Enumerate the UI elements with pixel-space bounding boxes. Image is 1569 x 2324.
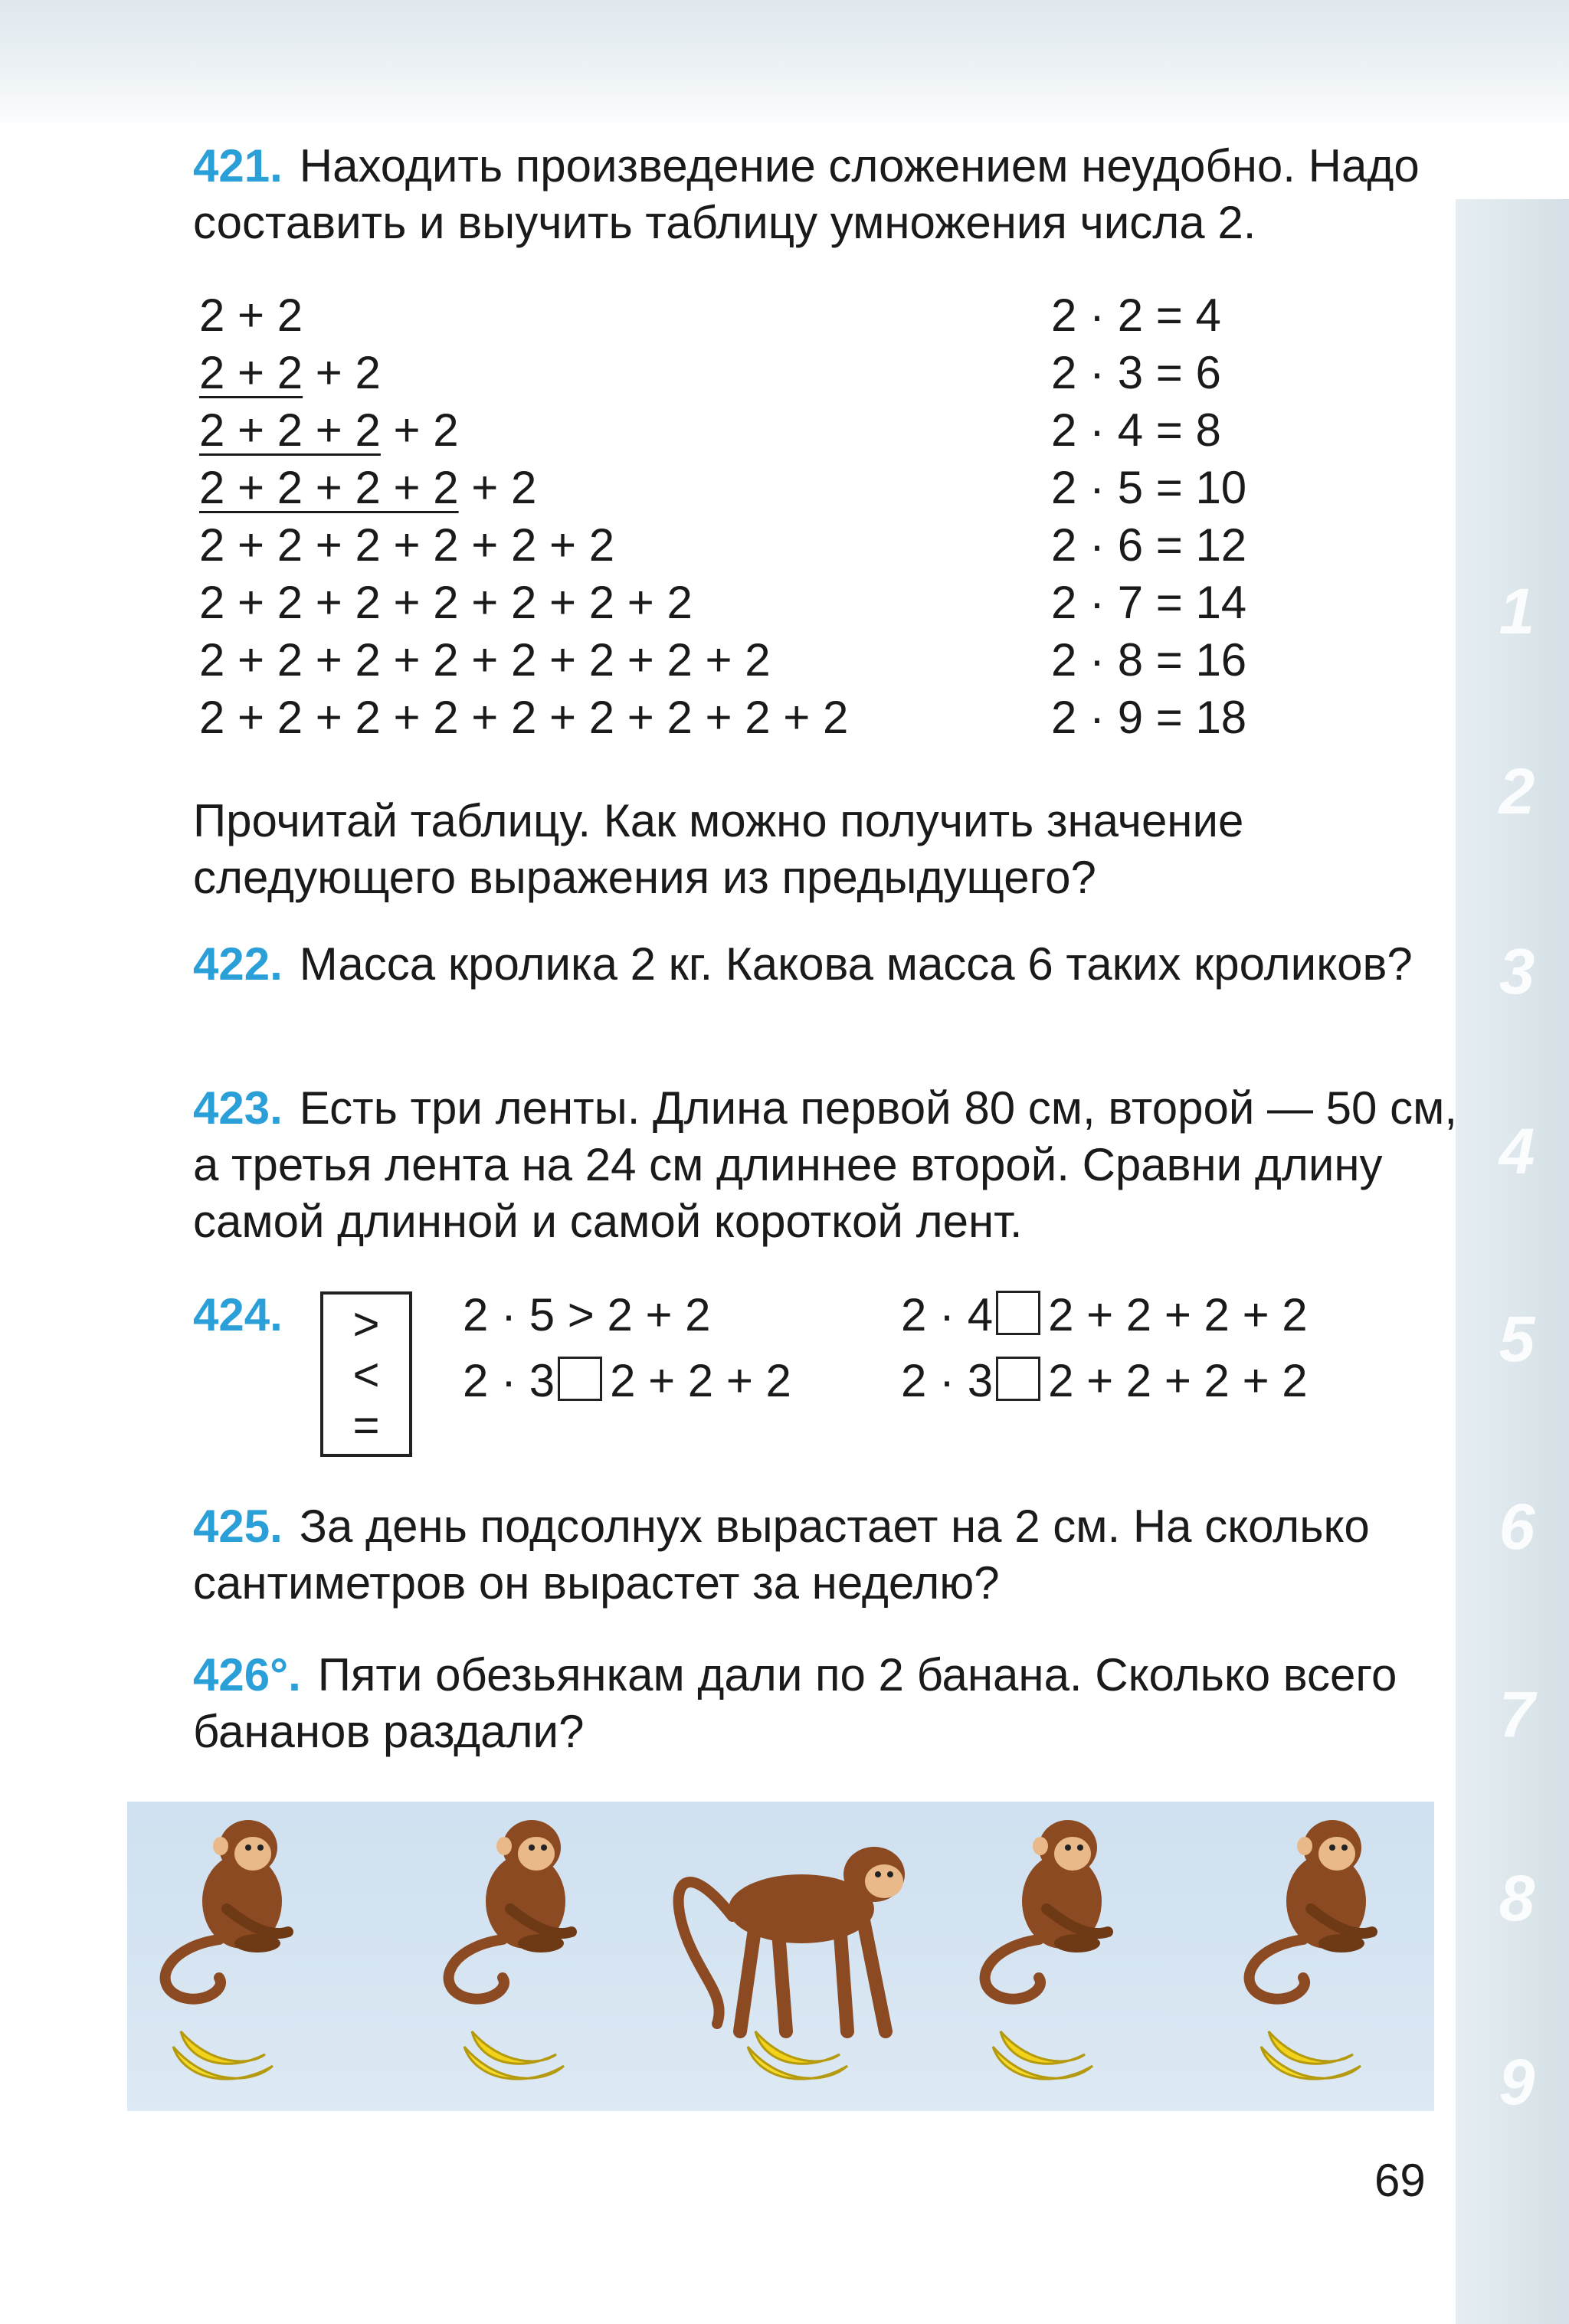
comparison-item: 2 · 4 2 + 2 + 2 + 2 [901, 1289, 1308, 1340]
product-row: 2 · 4 = 8 [1051, 404, 1221, 456]
less-sign: < [352, 1349, 380, 1400]
sum-row: 2 + 2 + 2 + 2 + 2 [199, 462, 537, 513]
page-top-band [0, 0, 1569, 130]
sum-row: 2 + 2 + 2 + 2 + 2 + 2 + 2 + 2 + 2 [199, 692, 849, 743]
sum-row: 2 + 2 + 2 [199, 347, 381, 398]
side-tab-1: 1 [1499, 575, 1535, 647]
product-row: 2 · 2 = 4 [1051, 290, 1221, 341]
side-tab-4: 4 [1499, 1115, 1535, 1187]
exercise-424-number: 424. [193, 1289, 283, 1340]
sum-row: 2 + 2 + 2 + 2 + 2 + 2 [199, 519, 615, 571]
exercise-423 [130, 1080, 1495, 1250]
side-tab-6: 6 [1499, 1491, 1535, 1563]
side-tab-5: 5 [1499, 1303, 1535, 1375]
exercise-text: Пяти обезьянкам дали по 2 банана. Сколько всего бананов раздали? [193, 1649, 1397, 1757]
exercise-text: Есть три ленты. Длина первой 80 см, второй — 50 см, а третья лента на 24 см длиннее второй. Сравни длину самой длинной и самой короткой лент. [193, 1082, 1458, 1247]
exercise-number: 426°. [193, 1649, 301, 1700]
multiplication-table-list [1051, 286, 1246, 746]
comparison-item: 2 · 3 2 + 2 + 2 + 2 [901, 1355, 1308, 1406]
exercise-text: Находить произведение сложением неудобно. Надо составить и выучить таблицу умножения числа 2. [193, 140, 1420, 248]
side-tab-3: 3 [1499, 935, 1535, 1007]
addition-sums-list [199, 286, 848, 746]
exercise-number: 421. [193, 140, 283, 191]
monkey-2 [449, 1820, 572, 2079]
side-tab-7: 7 [1499, 1678, 1535, 1750]
sum-row: 2 + 2 + 2 + 2 + 2 + 2 + 2 [199, 577, 693, 628]
sum-row: 2 + 2 [199, 290, 303, 341]
answer-box[interactable] [996, 1291, 1040, 1335]
exercise-number: 425. [193, 1501, 283, 1552]
comparison-item: 2 · 3 2 + 2 + 2 [463, 1355, 791, 1406]
exercise-number: 422. [193, 938, 283, 990]
product-row: 2 · 7 = 14 [1051, 577, 1247, 628]
monkey-1 [165, 1820, 288, 2079]
monkey-4 [985, 1820, 1108, 2079]
exercise-426 [130, 1647, 1495, 1760]
exercise-number: 423. [193, 1082, 283, 1134]
side-tab-8: 8 [1499, 1862, 1535, 1934]
answer-box[interactable] [558, 1357, 602, 1401]
product-row: 2 · 6 = 12 [1051, 519, 1247, 571]
page-number: 69 [1374, 2155, 1426, 2206]
sum-row: 2 + 2 + 2 + 2 [199, 404, 459, 456]
product-row: 2 · 9 = 18 [1051, 692, 1247, 743]
product-row: 2 · 3 = 6 [1051, 347, 1221, 398]
monkey-5 [1250, 1820, 1372, 2079]
side-tab-9: 9 [1499, 2046, 1535, 2118]
exercise-text: За день подсолнух вырастает на 2 см. На сколько сантиметров он вырастет за неделю? [193, 1501, 1370, 1609]
monkey-3-walking [679, 1847, 905, 2079]
exercise-421-question: Прочитай таблицу. Как можно получить значение следующего выражения из предыдущего? [193, 795, 1244, 903]
illustration-svg [127, 1802, 1434, 2111]
product-row: 2 · 5 = 10 [1051, 462, 1247, 513]
monkeys-bananas-illustration [127, 1802, 1434, 2111]
equals-sign: = [352, 1399, 380, 1451]
sum-row: 2 + 2 + 2 + 2 + 2 + 2 + 2 + 2 [199, 634, 771, 686]
side-tab-2: 2 [1499, 755, 1535, 827]
exercise-425 [130, 1498, 1495, 1612]
chapter-side-strip [1456, 199, 1569, 2324]
greater-sign: > [352, 1298, 380, 1350]
comparison-item: 2 · 5 > 2 + 2 [463, 1289, 711, 1340]
comparison-signs-box [320, 1291, 412, 1457]
answer-box[interactable] [996, 1357, 1040, 1401]
exercise-421 [130, 138, 1495, 251]
product-row: 2 · 8 = 16 [1051, 634, 1247, 686]
exercise-422 [130, 936, 1495, 993]
exercise-text: Масса кролика 2 кг. Какова масса 6 таких кроликов? [299, 938, 1413, 990]
